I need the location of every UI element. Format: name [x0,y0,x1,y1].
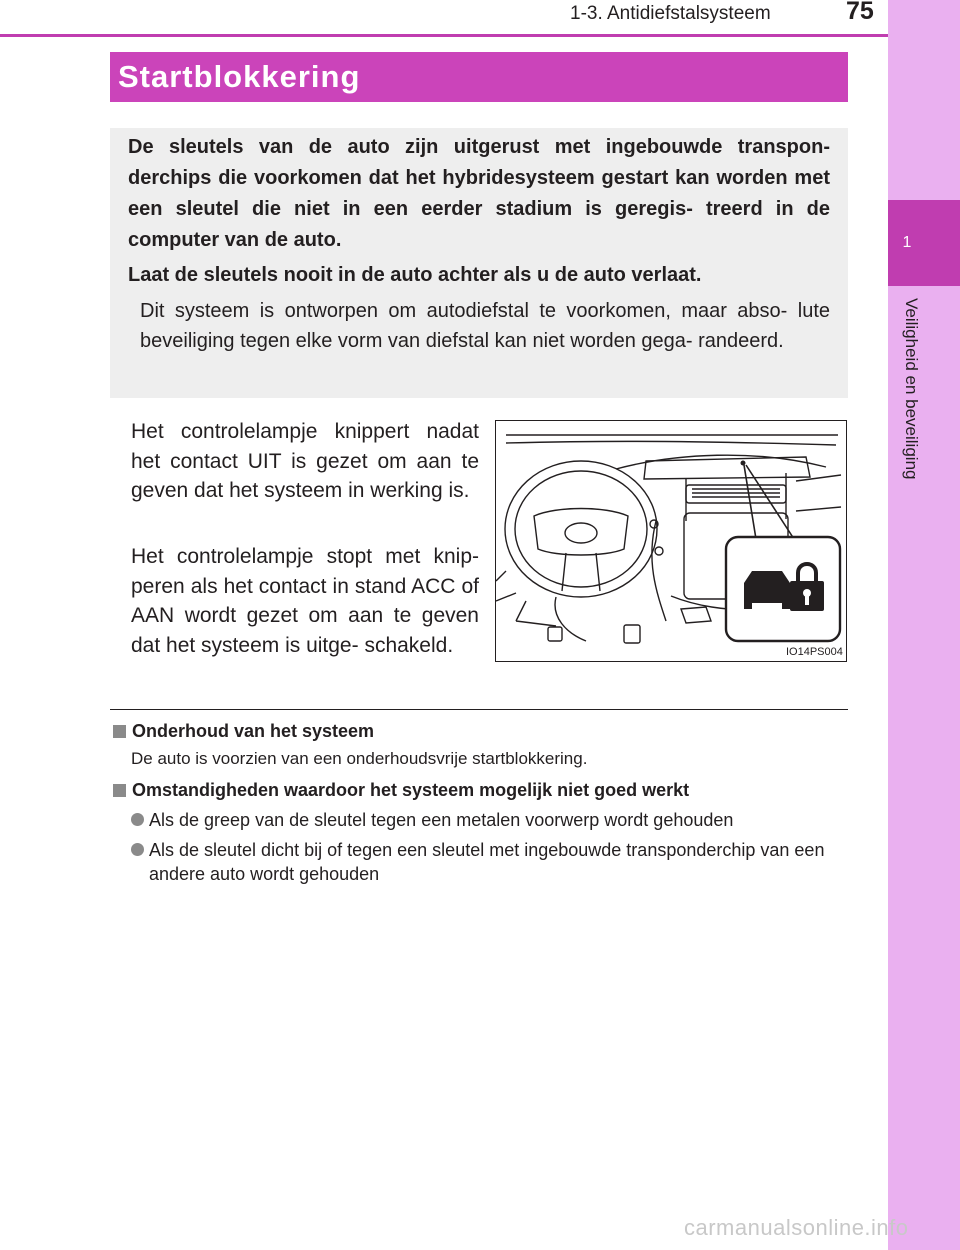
header-rule [0,34,888,37]
section-reference: 1-3. Antidiefstalsysteem [570,3,771,24]
dashboard-drawing [496,421,848,663]
conditions-heading [113,780,689,801]
section-title-banner [110,52,848,102]
watermark: carmanualsonline.info [684,1215,909,1240]
page-number: 75 [846,0,874,25]
round-bullet-icon [131,843,144,856]
intro-paragraph: De sleutels van de auto zijn uitgerust met ingebouwde transpon- derchips die voorkomen dat het hybridesysteem gestart kan worden met een sleutel die niet in een eerder stadium is geregis- treerd in de computer van de auto. [128,136,830,251]
maintenance-heading [113,721,374,742]
round-bullet-icon [131,813,144,826]
list-item-text: Als de sleutel dicht bij of tegen een sleutel met ingebouwde transponderchip van een andere auto wordt gehouden [149,840,825,884]
section-title: Startblokkering [118,59,361,94]
chapter-number-box [888,200,960,286]
conditions-heading-text: Omstandigheden waardoor het systeem mogelijk niet goed werkt [132,780,690,800]
chapter-side-tab [888,0,960,1250]
square-bullet-icon [113,784,126,797]
section-divider [110,709,848,710]
chapter-number: 1 [902,234,912,251]
square-bullet-icon [113,725,126,738]
body-paragraph: Het controlelampje knippert nadat het contact UIT is gezet om aan te geven dat het systeem in werking is. [131,420,479,502]
body-paragraph: Het controlelampje stopt met knip- peren als het contact in stand ACC of AAN wordt gezet om aan te geven dat het systeem is uitge- schakeld. [131,545,479,657]
chapter-title: Veiligheid en beveiliging [902,298,921,480]
maintenance-text: De auto is voorzien van een onderhoudsvrije startblokkering. [131,749,588,768]
intro-warning: Laat de sleutels nooit in de auto achter als u de auto verlaat. [128,264,702,286]
list-item-text: Als de greep van de sleutel tegen een metalen voorwerp wordt gehouden [149,810,734,830]
dashboard-illustration [495,420,847,662]
figure-code: IO14PS004 [786,646,843,658]
intro-box [110,128,848,398]
maintenance-heading-text: Onderhoud van het systeem [132,721,375,741]
intro-note: Dit systeem is ontworpen om autodiefstal te voorkomen, maar abso- lute beveiliging tegen elke vorm van diefstal kan niet worden gega- randeerd. [140,300,830,352]
